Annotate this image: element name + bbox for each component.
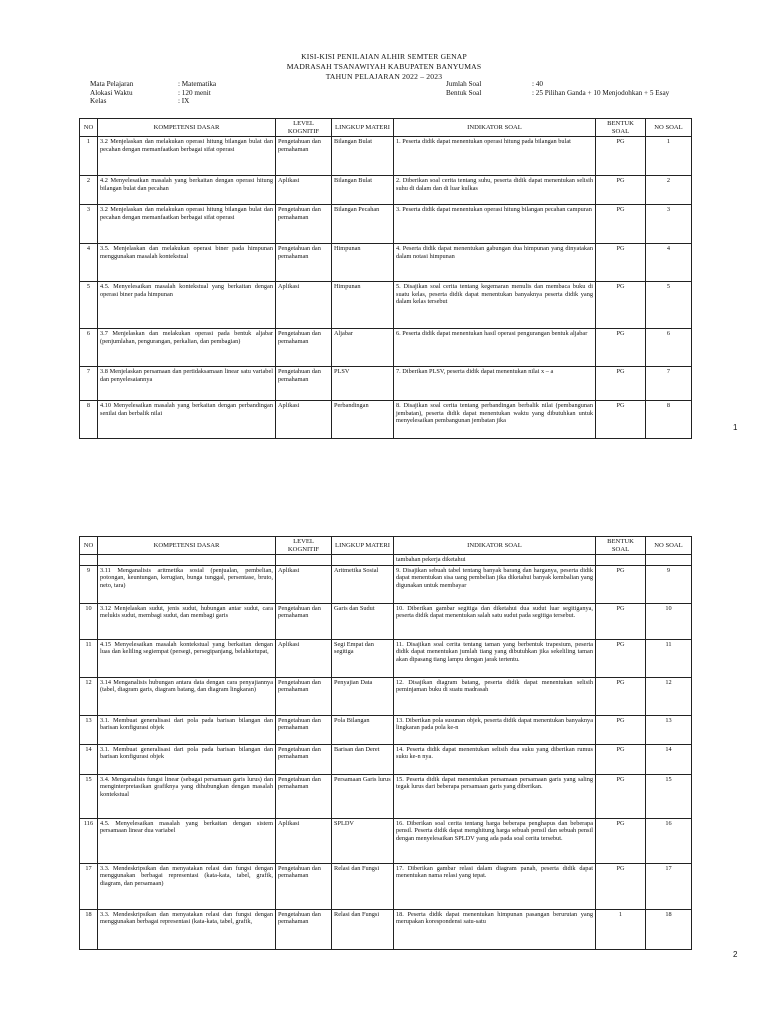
page-number: 2 [733,950,738,959]
table-row [80,677,692,715]
cell-level-kognitif: Pengetahuan dan pemahaman [276,744,332,774]
table-header-row [80,119,692,137]
cell-row-no: 5 [80,282,98,329]
cell-indikator-soal: 13. Diberikan pola susunan objek, peserta didik dapat menentukan banyaknya lingkaran pada pola ke-n [394,715,596,744]
col-header-level: LEVEL KOGNITIF [276,537,332,555]
cell-row-no: 17 [80,863,98,909]
cell-lingkup-materi: Garis dan Sudut [332,603,394,639]
cell-level-kognitif: Aplikasi [276,282,332,329]
cell-lingkup-materi: PLSV [332,367,394,401]
cell-bentuk-soal: PG [596,244,646,282]
table-row [80,329,692,367]
table-row [80,639,692,677]
col-header-nosoal: NO SOAL [646,119,692,137]
cell-kompetensi-dasar: 3.8 Menjelaskan persamaan dan pertidaksamaan linear satu variabel dan penyelesaiannya [98,367,276,401]
cell-row-no: 14 [80,744,98,774]
cell-bentuk-soal: PG [596,367,646,401]
table-header-row [80,537,692,555]
cell-no-soal: 18 [646,909,692,949]
cell-level-kognitif: Pengetahuan dan pemahaman [276,244,332,282]
cell-level-kognitif: Aplikasi [276,176,332,205]
cell-indikator-soal: 11. Disajikan soal cerita tentang taman yang berbentuk trapesium, peserta didik dapat menentukan jumlah tiang yang dibutuhkan jika sekeliling taman akan dipasang tiang lampu dengan jarak tertentu. [394,639,596,677]
meta-row: Alokasi Waktu : 120 menit [90,88,211,97]
cell-indikator-soal: 3. Peserta didik dapat menentukan operasi hitung bilangan pecahan campuran [394,205,596,244]
cell-lingkup-materi: Barisan dan Deret [332,744,394,774]
cell-indikator-soal: 6. Peserta didik dapat menentukan hasil operasi pengurangan bentuk aljabar [394,329,596,367]
meta-row: Kelas : IX [90,97,190,106]
continuation-row [80,555,692,566]
cell-level-kognitif: Pengetahuan dan pemahaman [276,677,332,715]
cell-indikator-soal: 5. Disajikan soal cerita tentang kegemaran menulis dan membaca buku di suatu kelas, peserta didik dapat menentukan banyaknya peserta didik yang dalam kelas tersebut [394,282,596,329]
col-header-indikator: INDIKATOR SOAL [394,537,596,555]
cell-no-soal: 11 [646,639,692,677]
cell-row-no: 12 [80,677,98,715]
cell-row-no: 116 [80,818,98,863]
cell-kompetensi-dasar: 4.10 Menyelesaikan masalah yang berkaitan dengan perbandingan senilai dan berbalik nilai [98,401,276,439]
table-row [80,205,692,244]
cell-lingkup-materi: Bilangan Pecahan [332,205,394,244]
cell-kompetensi-dasar: 3.2 Menjelaskan dan melakukan operasi hitung bilangan bulat dan pecahan dengan memanfaatkan berbagai sifat operasi [98,137,276,176]
cell-lingkup-materi: Pola Bilangan [332,715,394,744]
cell-lingkup-materi: Bilangan Bulat [332,176,394,205]
cell-no-soal: 6 [646,329,692,367]
cell-no-soal: 17 [646,863,692,909]
col-header-materi: LINGKUP MATERI [332,119,394,137]
cell-kompetensi-dasar: 3.3. Mendeskripsikan dan menyatakan relasi dan fungsi dengan menggunakan berbagai representasi (kata-kata, tabel, grafik, diagram, dan persamaan) [98,863,276,909]
col-header-materi: LINGKUP MATERI [332,537,394,555]
cell-no-soal: 2 [646,176,692,205]
cell-lingkup-materi: Himpunan [332,244,394,282]
cell-no-soal: 3 [646,205,692,244]
cell-level-kognitif: Pengetahuan dan pemahaman [276,329,332,367]
cell-bentuk-soal: PG [596,863,646,909]
meta-row: Mata Pelajaran : Matematika [90,80,217,88]
continuation-text: tambahan pekerja diketahui [394,555,596,566]
cell-no-soal: 7 [646,367,692,401]
col-header-level: LEVEL KOGNITIF [276,119,332,137]
cell-level-kognitif: Pengetahuan dan pemahaman [276,774,332,818]
cell-level-kognitif: Pengetahuan dan pemahaman [276,715,332,744]
cell-kompetensi-dasar: 3.5. Menjelaskan dan melakukan operasi biner pada himpunan menggunakan masalah kontekstual [98,244,276,282]
cell-indikator-soal: 15. Peserta didik dapat menentukan persamaan persamaan garis yang saling tegak lurus dari beberapa persamaan garis yang diberikan. [394,774,596,818]
cell-row-no: 6 [80,329,98,367]
cell-level-kognitif: Aplikasi [276,565,332,603]
cell-row-no: 2 [80,176,98,205]
table-row [80,401,692,439]
cell-row-no: 9 [80,565,98,603]
page-number: 1 [733,423,738,432]
cell-no-soal: 12 [646,677,692,715]
cell-level-kognitif: Aplikasi [276,818,332,863]
meta-left [90,80,216,106]
cell-no-soal: 5 [646,282,692,329]
cell-indikator-soal: 17. Diberikan gambar relasi dalam diagram panah, peserta didik dapat menentukan nama relasi yang tepat. [394,863,596,909]
cell-row-no: 1 [80,137,98,176]
cell-kompetensi-dasar: 3.14 Menganalisis hubungan antara data dengan cara penyajiannya (tabel, diagram garis, diagram batang, dan diagram lingkaran) [98,677,276,715]
cell-lingkup-materi: Bilangan Bulat [332,137,394,176]
cell-lingkup-materi: Penyajian Data [332,677,394,715]
page-2 [0,462,768,1024]
cell-level-kognitif: Pengetahuan dan pemahaman [276,863,332,909]
cell-no-soal: 4 [646,244,692,282]
cell-bentuk-soal: PG [596,282,646,329]
cell-lingkup-materi: Relasi dan Fungsi [332,909,394,949]
col-header-nosoal: NO SOAL [646,537,692,555]
cell-indikator-soal: 18. Peserta didik dapat menentukan himpunan pasangan berurutan yang merupakan korespondensi satu-satu [394,909,596,949]
cell-lingkup-materi: Persamaan Garis lurus [332,774,394,818]
cell-indikator-soal: 10. Diberikan gambar segitiga dan diketahui dua sudut luar segitiganya, peserta didik dapat menentukan salah satu sudut pada segitiga tersebut. [394,603,596,639]
cell-kompetensi-dasar: 3.4. Menganalisis fungsi linear (sebagai persamaan garis lurus) dan menginterpretasikan grafiknya yang dihubungkan dengan masalah kontekstual [98,774,276,818]
cell-kompetensi-dasar: 3.12 Menjelaskan sudut, jenis sudut, hubungan antar sudut, cara melukis sudut, membagi sudut, dan membagi garis [98,603,276,639]
cell-kompetensi-dasar: 3.1. Membuat generalisasi dari pola pada barisan bilangan dan barisan konfigurasi objek [98,715,276,744]
cell-no-soal: 15 [646,774,692,818]
cell-kompetensi-dasar: 3.11 Menganalisis aritmetika sosial (penjualan, pembelian, potongan, keuntungan, kerugian, bunga tunggal, persentase, bruto, neto, tara) [98,565,276,603]
cell-row-no: 11 [80,639,98,677]
table-row [80,909,692,949]
cell-bentuk-soal: PG [596,205,646,244]
table-row [80,818,692,863]
cell-bentuk-soal: 1 [596,909,646,949]
cell-level-kognitif: Pengetahuan dan pemahaman [276,137,332,176]
cell-kompetensi-dasar: 4.5. Menyelesaikan masalah yang berkaitan dengan sistem persamaan linear dua variabel [98,818,276,863]
cell-bentuk-soal: PG [596,603,646,639]
cell-level-kognitif: Pengetahuan dan pemahaman [276,205,332,244]
cell-kompetensi-dasar: 4.5. Menyelesaikan masalah kontekstual yang berkaitan dengan operasi biner pada himpunan [98,282,276,329]
col-header-bentuk: BENTUK SOAL [596,119,646,137]
cell-indikator-soal: 8. Disajikan soal cerita tentang perbandingan berbalik nilai (pembangunan jembatan), peserta didik dapat menentukan waktu yang dibutuhkan untuk menyelesaikan pembangunan jembatan jika [394,401,596,439]
cell-kompetensi-dasar: 3.2 Menjelaskan dan melakukan operasi hitung bilangan bulat dan pecahan dengan memanfaatkan berbagai sifat operasi [98,205,276,244]
page-1 [0,0,768,462]
cell-bentuk-soal: PG [596,176,646,205]
cell-bentuk-soal: PG [596,639,646,677]
table-row [80,744,692,774]
cell-level-kognitif: Aplikasi [276,401,332,439]
cell-no-soal: 8 [646,401,692,439]
cell-level-kognitif: Aplikasi [276,639,332,677]
cell-no-soal: 1 [646,137,692,176]
cell-indikator-soal: 4. Peserta didik dapat menentukan gabungan dua himpunan yang dinyatakan dalam notasi himpunan [394,244,596,282]
col-header-bentuk: BENTUK SOAL [596,537,646,555]
col-header-indikator: INDIKATOR SOAL [394,119,596,137]
cell-indikator-soal: 16. Diberikan soal cerita tentang harga beberapa penghapus dan beberapa pensil. Peserta didik dapat menghitung harga sebuah pensil dan sebuah pensil dengan menyelesaikan SPLDV yang ada pada soal cerita tersebut. [394,818,596,863]
cell-row-no: 10 [80,603,98,639]
cell-lingkup-materi: Relasi dan Fungsi [332,863,394,909]
cell-bentuk-soal: PG [596,818,646,863]
col-header-no: NO [80,119,98,137]
table-row [80,774,692,818]
meta-row: Bentuk Soal : 25 Pilihan Ganda + 10 Menjodohkan + 5 Esay [446,88,670,97]
cell-bentuk-soal: PG [596,329,646,367]
cell-no-soal: 13 [646,715,692,744]
table-row [80,176,692,205]
cell-no-soal: 10 [646,603,692,639]
table-row [80,367,692,401]
table-row [80,565,692,603]
cell-kompetensi-dasar: 4.15 Menyelesaikan masalah kontekstual yang berkaitan dengan luas dan keliling segiempat (persegi, persegipanjang, belahketupat, [98,639,276,677]
cell-no-soal: 9 [646,565,692,603]
header-title-2: MADRASAH TSANAWIYAH KABUPATEN BANYUMAS [286,62,482,71]
meta-row: Jumlah Soal : 40 [446,80,543,88]
cell-level-kognitif: Pengetahuan dan pemahaman [276,367,332,401]
cell-no-soal: 14 [646,744,692,774]
cell-bentuk-soal: PG [596,677,646,715]
col-header-kompetensi: KOMPETENSI DASAR [98,537,276,555]
cell-indikator-soal: 9. Disajikan sebuah tabel tentang banyak barang dan harganya, peserta didik dapat menentukan sisa uang pembelian jika diketahui banyak kembalian yang digunakan untuk membayar [394,565,596,603]
cell-kompetensi-dasar: 4.2 Menyelesaikan masalah yang berkaitan dengan operasi hitung bilangan bulat dan pecahan [98,176,276,205]
cell-indikator-soal: 12. Disajikan diagram batang, peserta didik dapat menentukan selisih peminjaman buku di suatu madrasah [394,677,596,715]
cell-bentuk-soal: PG [596,774,646,818]
cell-indikator-soal: 7. Diberikan PLSV, peserta didik dapat menentukan nilai x – a [394,367,596,401]
document-header [0,52,768,82]
cell-indikator-soal: 1. Peserta didik dapat menentukan operasi hitung pada bilangan bulat [394,137,596,176]
cell-kompetensi-dasar: 3.3. Mendeskripsikan dan menyatakan relasi dan fungsi dengan menggunakan berbagai representasi (kata-kata, tabel, grafik, [98,909,276,949]
table-row [80,715,692,744]
cell-lingkup-materi: Aljabar [332,329,394,367]
cell-indikator-soal: 2. Diberikan soal cerita tentang suhu, peserta didik dapat menentukan selisih suhu di dalam dan di luar kulkas [394,176,596,205]
cell-row-no: 8 [80,401,98,439]
cell-bentuk-soal: PG [596,715,646,744]
cell-bentuk-soal: PG [596,401,646,439]
header-title-3: TAHUN PELAJARAN 2022 – 2023 [325,72,443,81]
kisi-kisi-table-page-2 [79,536,692,950]
table-row [80,244,692,282]
table-row [80,863,692,909]
cell-lingkup-materi: Perbandingan [332,401,394,439]
cell-lingkup-materi: SPLDV [332,818,394,863]
cell-row-no: 15 [80,774,98,818]
cell-row-no: 13 [80,715,98,744]
cell-bentuk-soal: PG [596,744,646,774]
col-header-no: NO [80,537,98,555]
table-row [80,282,692,329]
cell-row-no: 7 [80,367,98,401]
cell-lingkup-materi: Aritmetika Sosial [332,565,394,603]
kisi-kisi-table-page-1 [79,118,692,439]
cell-lingkup-materi: Segi Empat dan segitiga [332,639,394,677]
header-title-1: KISI-KISI PENILAIAN ALHIR SEMTER GENAP [301,52,467,61]
cell-level-kognitif: Pengetahuan dan pemahaman [276,603,332,639]
cell-row-no: 4 [80,244,98,282]
meta-right [446,80,669,97]
cell-row-no: 18 [80,909,98,949]
col-header-kompetensi: KOMPETENSI DASAR [98,119,276,137]
cell-bentuk-soal: PG [596,137,646,176]
cell-no-soal: 16 [646,818,692,863]
table-row [80,603,692,639]
cell-kompetensi-dasar: 3.1. Membuat generalisasi dari pola pada barisan bilangan dan barisan konfigurasi objek [98,744,276,774]
cell-row-no: 3 [80,205,98,244]
cell-bentuk-soal: PG [596,565,646,603]
cell-indikator-soal: 14. Peserta didik dapat menentukan selisih dua suku yang diberikan rumus suku ke-n nya. [394,744,596,774]
cell-kompetensi-dasar: 3.7 Menjelaskan dan melakukan operasi pada bentuk aljabar (penjumlahan, pengurangan, perkalian, dan pembagian) [98,329,276,367]
cell-level-kognitif: Pengetahuan dan pemahaman [276,909,332,949]
cell-lingkup-materi: Himpunan [332,282,394,329]
table-row [80,137,692,176]
